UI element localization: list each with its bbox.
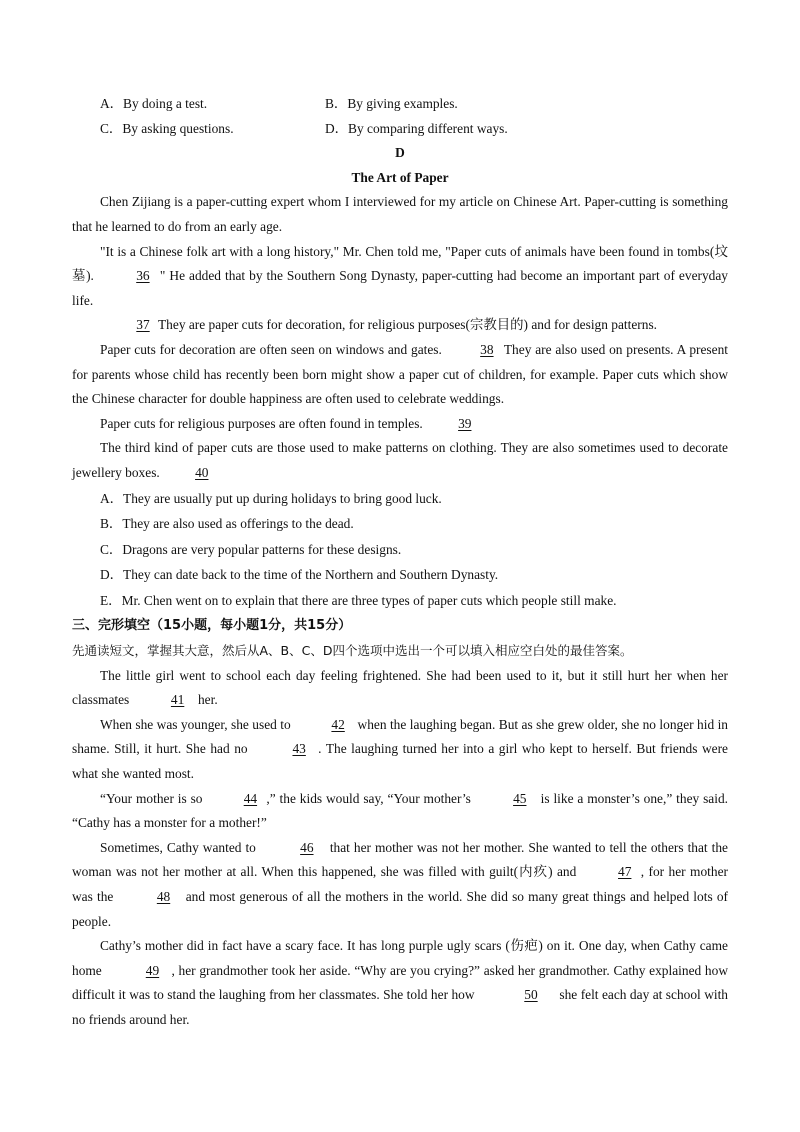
paragraph-text: Cathy’s mother did in fact have a scary face. It has long purple ugly scars (伤疤) on it. One day, when Cathy came home — [72, 938, 728, 978]
paragraph-text: "It is a Chinese folk art with a long history," Mr. Chen told me, "Paper cuts of animals have been found in tombs(坟墓). — [72, 243, 728, 284]
paragraph-text: The third kind of paper cuts are those used to make patterns on clothing. They are also sometimes used to decorate jewellery boxes. — [72, 440, 728, 480]
cloze-paragraph-3 — [72, 787, 728, 836]
passage-paragraph-6 — [72, 436, 728, 485]
section-instruction: 先通读短文，掌握其大意，然后从A、B、C、D四个选项中选出一个可以填入相应空白处的最佳答案。 — [72, 643, 633, 658]
cloze-paragraph-4 — [72, 836, 728, 934]
paragraph-text: she felt each day at school with no friends around her. — [72, 987, 728, 1027]
passage-letter: D — [395, 145, 405, 161]
section-heading: 三、完形填空（15小题，每小题1分，共15分） — [72, 618, 352, 633]
blank-46[interactable]: 46 — [300, 839, 314, 855]
passage-paragraph-1: Chen Zijiang is a paper-cutting expert whom I interviewed for my article on Chinese Art. Paper-cutting is something that he learned to do from an early age. — [72, 194, 728, 234]
paragraph-text: Paper cuts for religious purposes are often found in temples. — [100, 415, 423, 431]
paragraph-text: . The laughing turned her into a girl who kept to herself. But friends were what she wanted most. — [72, 741, 729, 781]
blank-49[interactable]: 49 — [145, 962, 160, 978]
prev-option-a: A．By doing a test. — [100, 96, 208, 111]
blank-36[interactable]: 36 — [136, 268, 150, 284]
blank-37[interactable]: 37 — [136, 317, 150, 333]
blank-38[interactable]: 38 — [480, 341, 494, 357]
paragraph-text: Paper cuts for decoration are often seen on windows and gates. — [100, 341, 442, 357]
passage-title: The Art of Paper — [351, 169, 449, 185]
option-b: B．They are also used as offerings to the dead. — [100, 516, 354, 531]
blank-47[interactable]: 47 — [618, 864, 632, 880]
paragraph-text: When she was younger, she used to — [100, 716, 295, 732]
cloze-paragraph-5 — [72, 934, 728, 1032]
blank-40[interactable]: 40 — [195, 464, 209, 480]
paragraph-text: her. — [194, 692, 218, 708]
paragraph-text: and most generous of all the mothers in the world. She did so many great things and helped lots of people. — [72, 888, 728, 929]
passage-paragraph-4 — [72, 338, 728, 412]
cloze-paragraph-1 — [72, 664, 728, 713]
blank-42[interactable]: 42 — [331, 716, 345, 732]
blank-50[interactable]: 50 — [524, 987, 538, 1003]
blank-44[interactable]: 44 — [243, 790, 258, 806]
prev-option-c: C．By asking questions. — [100, 120, 234, 136]
blank-41[interactable]: 41 — [170, 692, 185, 708]
document-page — [72, 92, 728, 1033]
paragraph-text: They are paper cuts for decoration, for religious purposes(宗教目的) and for design patterns. — [158, 317, 658, 333]
paragraph-text: when the laughing began. But as she grew older, she no longer hid in shame. Still, it hurt. She had no — [72, 716, 728, 757]
paragraph-text: Sometimes, Cathy wanted to — [100, 839, 260, 855]
blank-48[interactable]: 48 — [156, 888, 171, 904]
paragraph-text: The little girl went to school each day feeling frightened. She had been used to it, but it still hurt her when her classmates — [72, 667, 728, 708]
option-a: A．They are usually put up during holidays to bring good luck. — [100, 490, 442, 506]
option-e: E．Mr. Chen went on to explain that there are three types of paper cuts which people still make. — [100, 592, 617, 608]
prev-options-row-1 — [72, 92, 728, 117]
prev-option-d: D．By comparing different ways. — [325, 120, 508, 136]
paragraph-text: is like a monster’s one,” they said. “Cathy has a monster for a mother!” — [72, 790, 728, 831]
paragraph-text: " He added that by the Southern Song Dynasty, paper-cutting had become an important part of everyday life. — [72, 268, 728, 308]
paragraph-text: that her mother was not her mother. She wanted to tell the others that the woman was not her mother at all. When this happened, she was filled with guilt(内疚) and — [72, 839, 728, 880]
option-d: D．They can date back to the time of the Northern and Southern Dynasty. — [100, 567, 499, 582]
blank-43[interactable]: 43 — [292, 741, 306, 757]
prev-options-row-2 — [72, 117, 728, 142]
prev-option-b: B．By giving examples. — [325, 96, 458, 111]
passage-paragraph-5 — [72, 412, 728, 437]
paragraph-text: “Your mother is so — [100, 790, 207, 806]
passage-paragraph-2 — [72, 240, 728, 314]
blank-39[interactable]: 39 — [458, 415, 472, 431]
paragraph-text: They are also used on presents. A present for parents whose child has recently been born might show a paper cut of children, for example. Paper cuts which show the Chinese character for double happiness are often used to celebrate weddings. — [72, 341, 728, 407]
paragraph-text: ,” the kids would say, “Your mother’s — [266, 790, 475, 806]
paragraph-text: , for her mother was the — [72, 864, 728, 904]
option-c: C．Dragons are very popular patterns for these designs. — [100, 541, 402, 557]
passage-paragraph-3 — [72, 313, 728, 338]
cloze-paragraph-2 — [72, 713, 728, 787]
blank-45[interactable]: 45 — [513, 790, 527, 806]
paragraph-text: , her grandmother took her aside. “Why are you crying?” asked her grandmother. Cathy explained how difficult it was to stand the laughing from her classmates. She told her how — [72, 962, 728, 1003]
